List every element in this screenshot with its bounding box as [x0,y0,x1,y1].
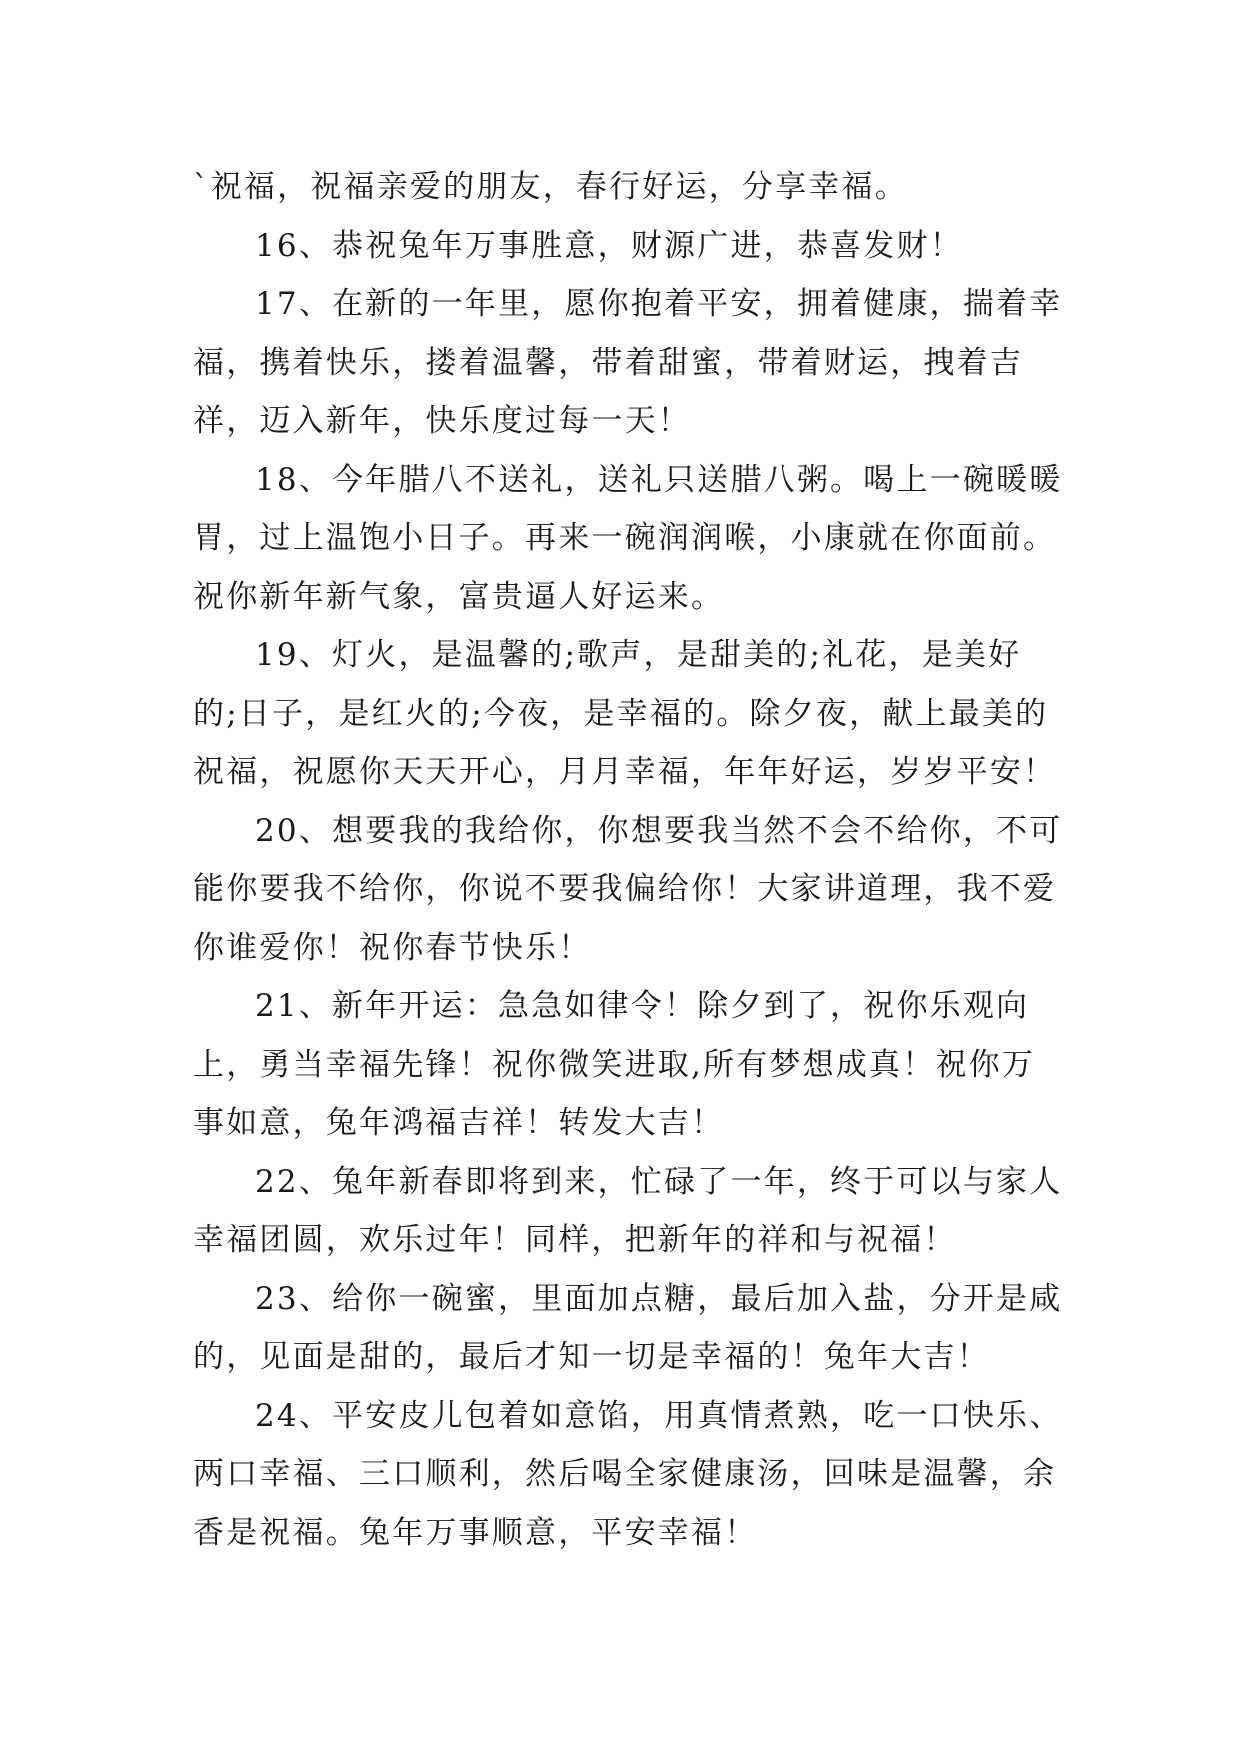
document-body [193,158,1063,1562]
paragraph-continuation: `祝福，祝福亲爱的朋友，春行好运，分享幸福。 [193,169,908,205]
paragraph-23: 23、给你一碗蜜，里面加点糖，最后加入盐，分开是咸的，见面是甜的，最后才知一切是幸福的！兔年大吉！ [193,1280,1063,1375]
paragraph-17: 17、在新的一年里，愿你抱着平安，拥着健康，揣着幸福，携着快乐，搂着温馨，带着甜蜜，带着财运，拽着吉祥，迈入新年，快乐度过每一天！ [193,286,1063,439]
paragraph-18: 18、今年腊八不送礼，送礼只送腊八粥。喝上一碗暖暖胃，过上温饱小日子。再来一碗润润喉，小康就在你面前。祝你新年新气象，富贵逼人好运来。 [193,461,1063,615]
paragraph-24: 24、平安皮儿包着如意馅，用真情煮熟，吃一口快乐、两口幸福、三口顺利，然后喝全家健康汤，回味是温馨，余香是祝福。兔年万事顺意，平安幸福！ [193,1397,1063,1551]
paragraph-20: 20、想要我的我给你，你想要我当然不会不给你，不可能你要我不给你，你说不要我偏给你！大家讲道理，我不爱你谁爱你！祝你春节快乐！ [193,812,1063,966]
paragraph-16: 16、恭祝兔年万事胜意，财源广进，恭喜发财！ [255,227,963,264]
paragraph-22: 22、兔年新春即将到来，忙碌了一年，终于可以与家人幸福团圆，欢乐过年！同样，把新年的祥和与祝福！ [193,1163,1063,1258]
paragraph-19: 19、灯火，是温馨的;歌声，是甜美的;礼花，是美好的;日子，是红火的;今夜，是幸福的。除夕夜，献上最美的祝福，祝愿你天天开心，月月幸福，年年好运，岁岁平安！ [193,637,1057,790]
paragraph-21: 21、新年开运：急急如律令！除夕到了，祝你乐观向上，勇当幸福先锋！祝你微笑进取,所有梦想成真！祝你万事如意，兔年鸿福吉祥！转发大吉！ [193,988,1036,1141]
